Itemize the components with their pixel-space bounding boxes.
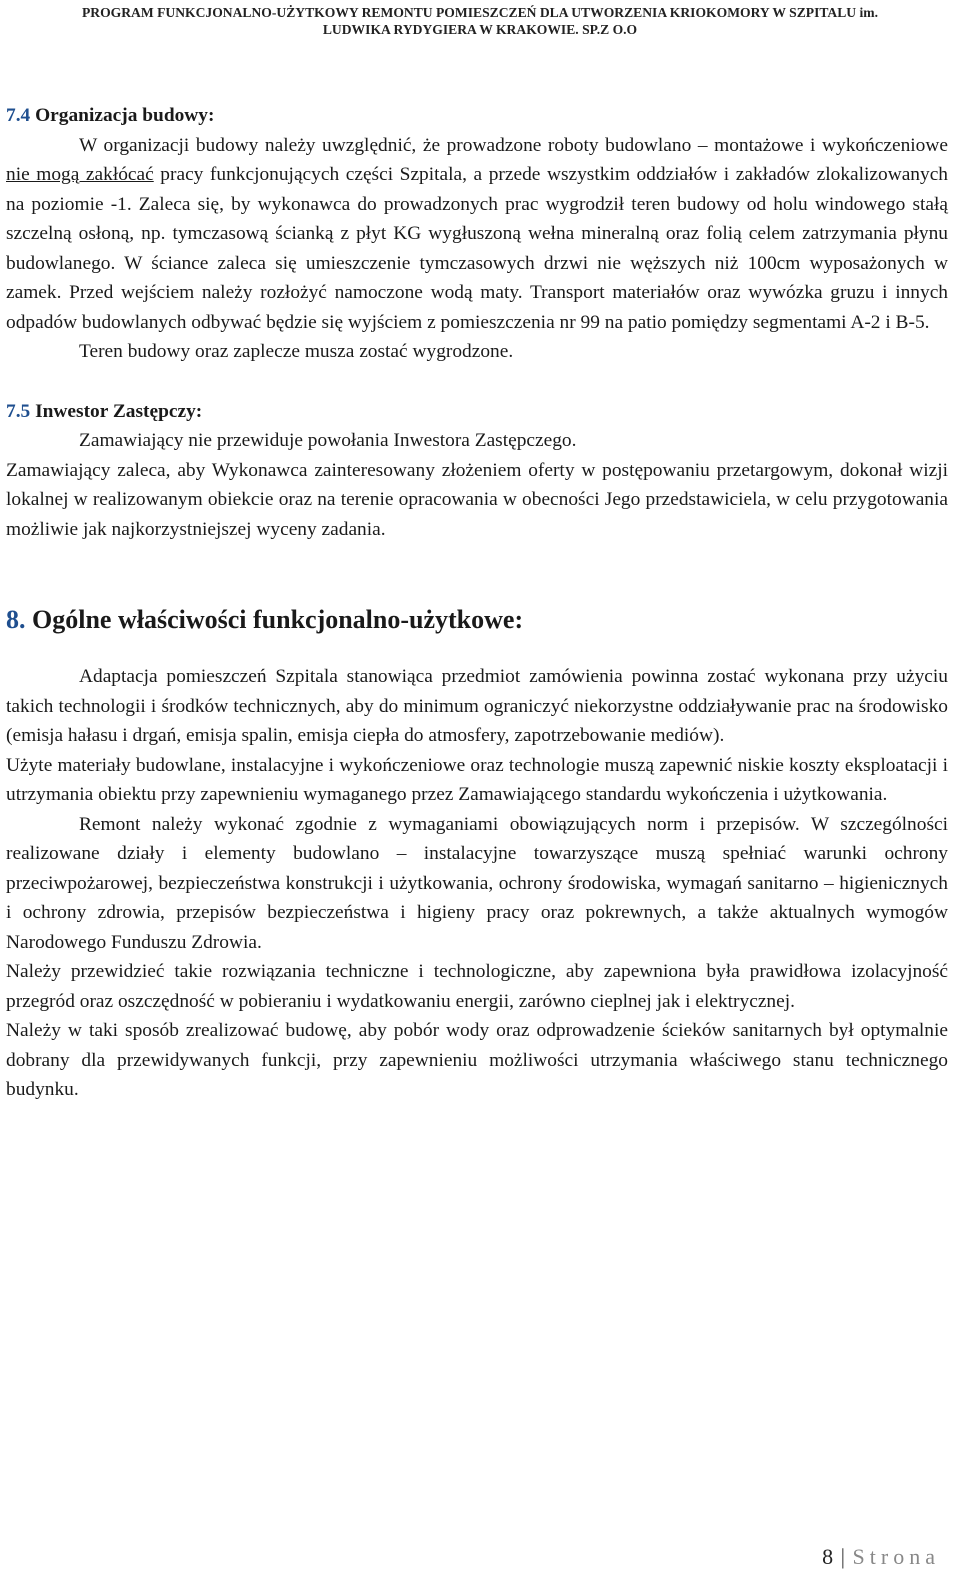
section-7-4-paragraph-2: Teren budowy oraz zaplecze musza zostać wygrodzone.	[79, 341, 514, 362]
section-number: 7.4	[6, 105, 31, 126]
spacer	[6, 544, 948, 604]
footer-label: Strona	[852, 1544, 940, 1569]
section-8-heading	[6, 604, 948, 636]
spacer	[6, 367, 948, 397]
page-footer	[822, 1543, 940, 1571]
section-title: Ogólne właściwości funkcjonalno-użytkowe:	[25, 605, 524, 634]
underlined-text: nie mogą zakłócać	[6, 164, 154, 185]
paragraph-text: pracy funkcjonujących części Szpitala, a przede wszystkim oddziałów i zakładów zlokalizowanych na poziomie -1. Zaleca się, by wykonawca do prowadzonych prac wygrodził teren budowy od holu windowego stałą szczelną osłoną, np. tymczasową ścianką z płyt KG wygłuszoną wełna mineralną oraz folią celem zatrzymania płynu budowlanego. W ściance zaleca się umieszczenie tymczasowych drzwi nie węższych niż 100cm wyposażonych w zamek. Przed wejściem należy rozłożyć namoczone wodą maty. Transport materiałów oraz wywózka gruzu i innych odpadów budowlanych odbywać będzie się wyjściem z pomieszczenia nr 99 na patio pomiędzy segmentami A-2 i B-5.	[6, 164, 949, 333]
section-8-paragraph-1: Adaptacja pomieszczeń Szpitala stanowiąca przedmiot zamówienia powinna zostać wykonana przy użyciu takich technologii i środków technicznych, aby do minimum ograniczyć niekorzystne oddziaływanie prac na środowisko (emisja hałasu i drgań, emisja spalin, emisja ciepła do atmosfery, zapotrzebowanie mediów).	[6, 666, 948, 746]
section-7-5-paragraph-1: Zamawiający nie przewiduje powołania Inwestora Zastępczego.	[79, 430, 577, 451]
page-number: 8	[822, 1544, 834, 1569]
section-number: 7.5	[6, 400, 31, 422]
section-8-paragraph-2: Użyte materiały budowlane, instalacyjne i wykończeniowe oraz technologie muszą zapewnić niskie koszty eksploatacji i utrzymania obiektu przy zapewnieniu wymaganego przez Zamawiającego standardu wykończenia i użytkowania.	[6, 754, 948, 805]
section-8-paragraph-4: Należy przewidzieć takie rozwiązania techniczne i technologiczne, aby zapewniona była prawidłowa izolacyjność przegród oraz oszczędność w pobieraniu i wydatkowaniu energii, zarówno cieplnej jak i elektrycznej.	[6, 961, 948, 1012]
main-content	[6, 101, 948, 1105]
section-title: Organizacja budowy:	[30, 105, 215, 126]
spacer	[6, 636, 948, 662]
section-title: Inwestor Zastępczy:	[30, 400, 203, 422]
page-header	[0, 4, 960, 38]
section-7-5-paragraph-2: Zamawiający zaleca, aby Wykonawca zainteresowany złożeniem oferty w postępowaniu przetargowym, dokonał wizji lokalnej w realizowanym obiekcie oraz na terenie opracowania w obecności Jego przedstawiciela, w celu przygotowania możliwie jak najkorzystniejszej wyceny zadania.	[6, 459, 948, 540]
section-8-paragraph-3: Remont należy wykonać zgodnie z wymaganiami obowiązujących norm i przepisów. W szczególności realizowane działy i elementy budowlano – instalacyjne towarzyszące muszą spełniać warunki ochrony przeciwpożarowej, bezpieczeństwa konstrukcji i użytkowania, ochrony środowiska, wymagań sanitarno – higienicznych i ochrony zdrowia, przepisów bezpieczeństwa i higieny pracy oraz pokrewnych, a także aktualnych wymogów Narodowego Funduszu Zdrowia.	[6, 813, 948, 953]
header-line-2: LUDWIKA RYDYGIERA W KRAKOWIE. SP.Z O.O	[322, 22, 638, 37]
section-7-4-paragraph-1	[6, 131, 948, 338]
header-line-1: PROGRAM FUNKCJONALNO-UŻYTKOWY REMONTU POMIESZCZEŃ DLA UTWORZENIA KRIOKOMORY W SZPITALU im.	[81, 5, 879, 20]
footer-separator: |	[840, 1544, 846, 1569]
section-number: 8.	[6, 605, 26, 634]
section-7-5-heading	[6, 397, 948, 427]
section-7-4-heading	[6, 101, 948, 131]
paragraph-text: W organizacji budowy należy uwzględnić, że prowadzone roboty budowlano – montażowe i wykończeniowe	[79, 134, 948, 156]
section-8-paragraph-5: Należy w taki sposób zrealizować budowę, aby pobór wody oraz odprowadzenie ścieków sanitarnych był optymalnie dobrany dla przewidywanych funkcji, przy zapewnieniu możliwości utrzymania właściwego stanu technicznego budynku.	[6, 1020, 948, 1100]
